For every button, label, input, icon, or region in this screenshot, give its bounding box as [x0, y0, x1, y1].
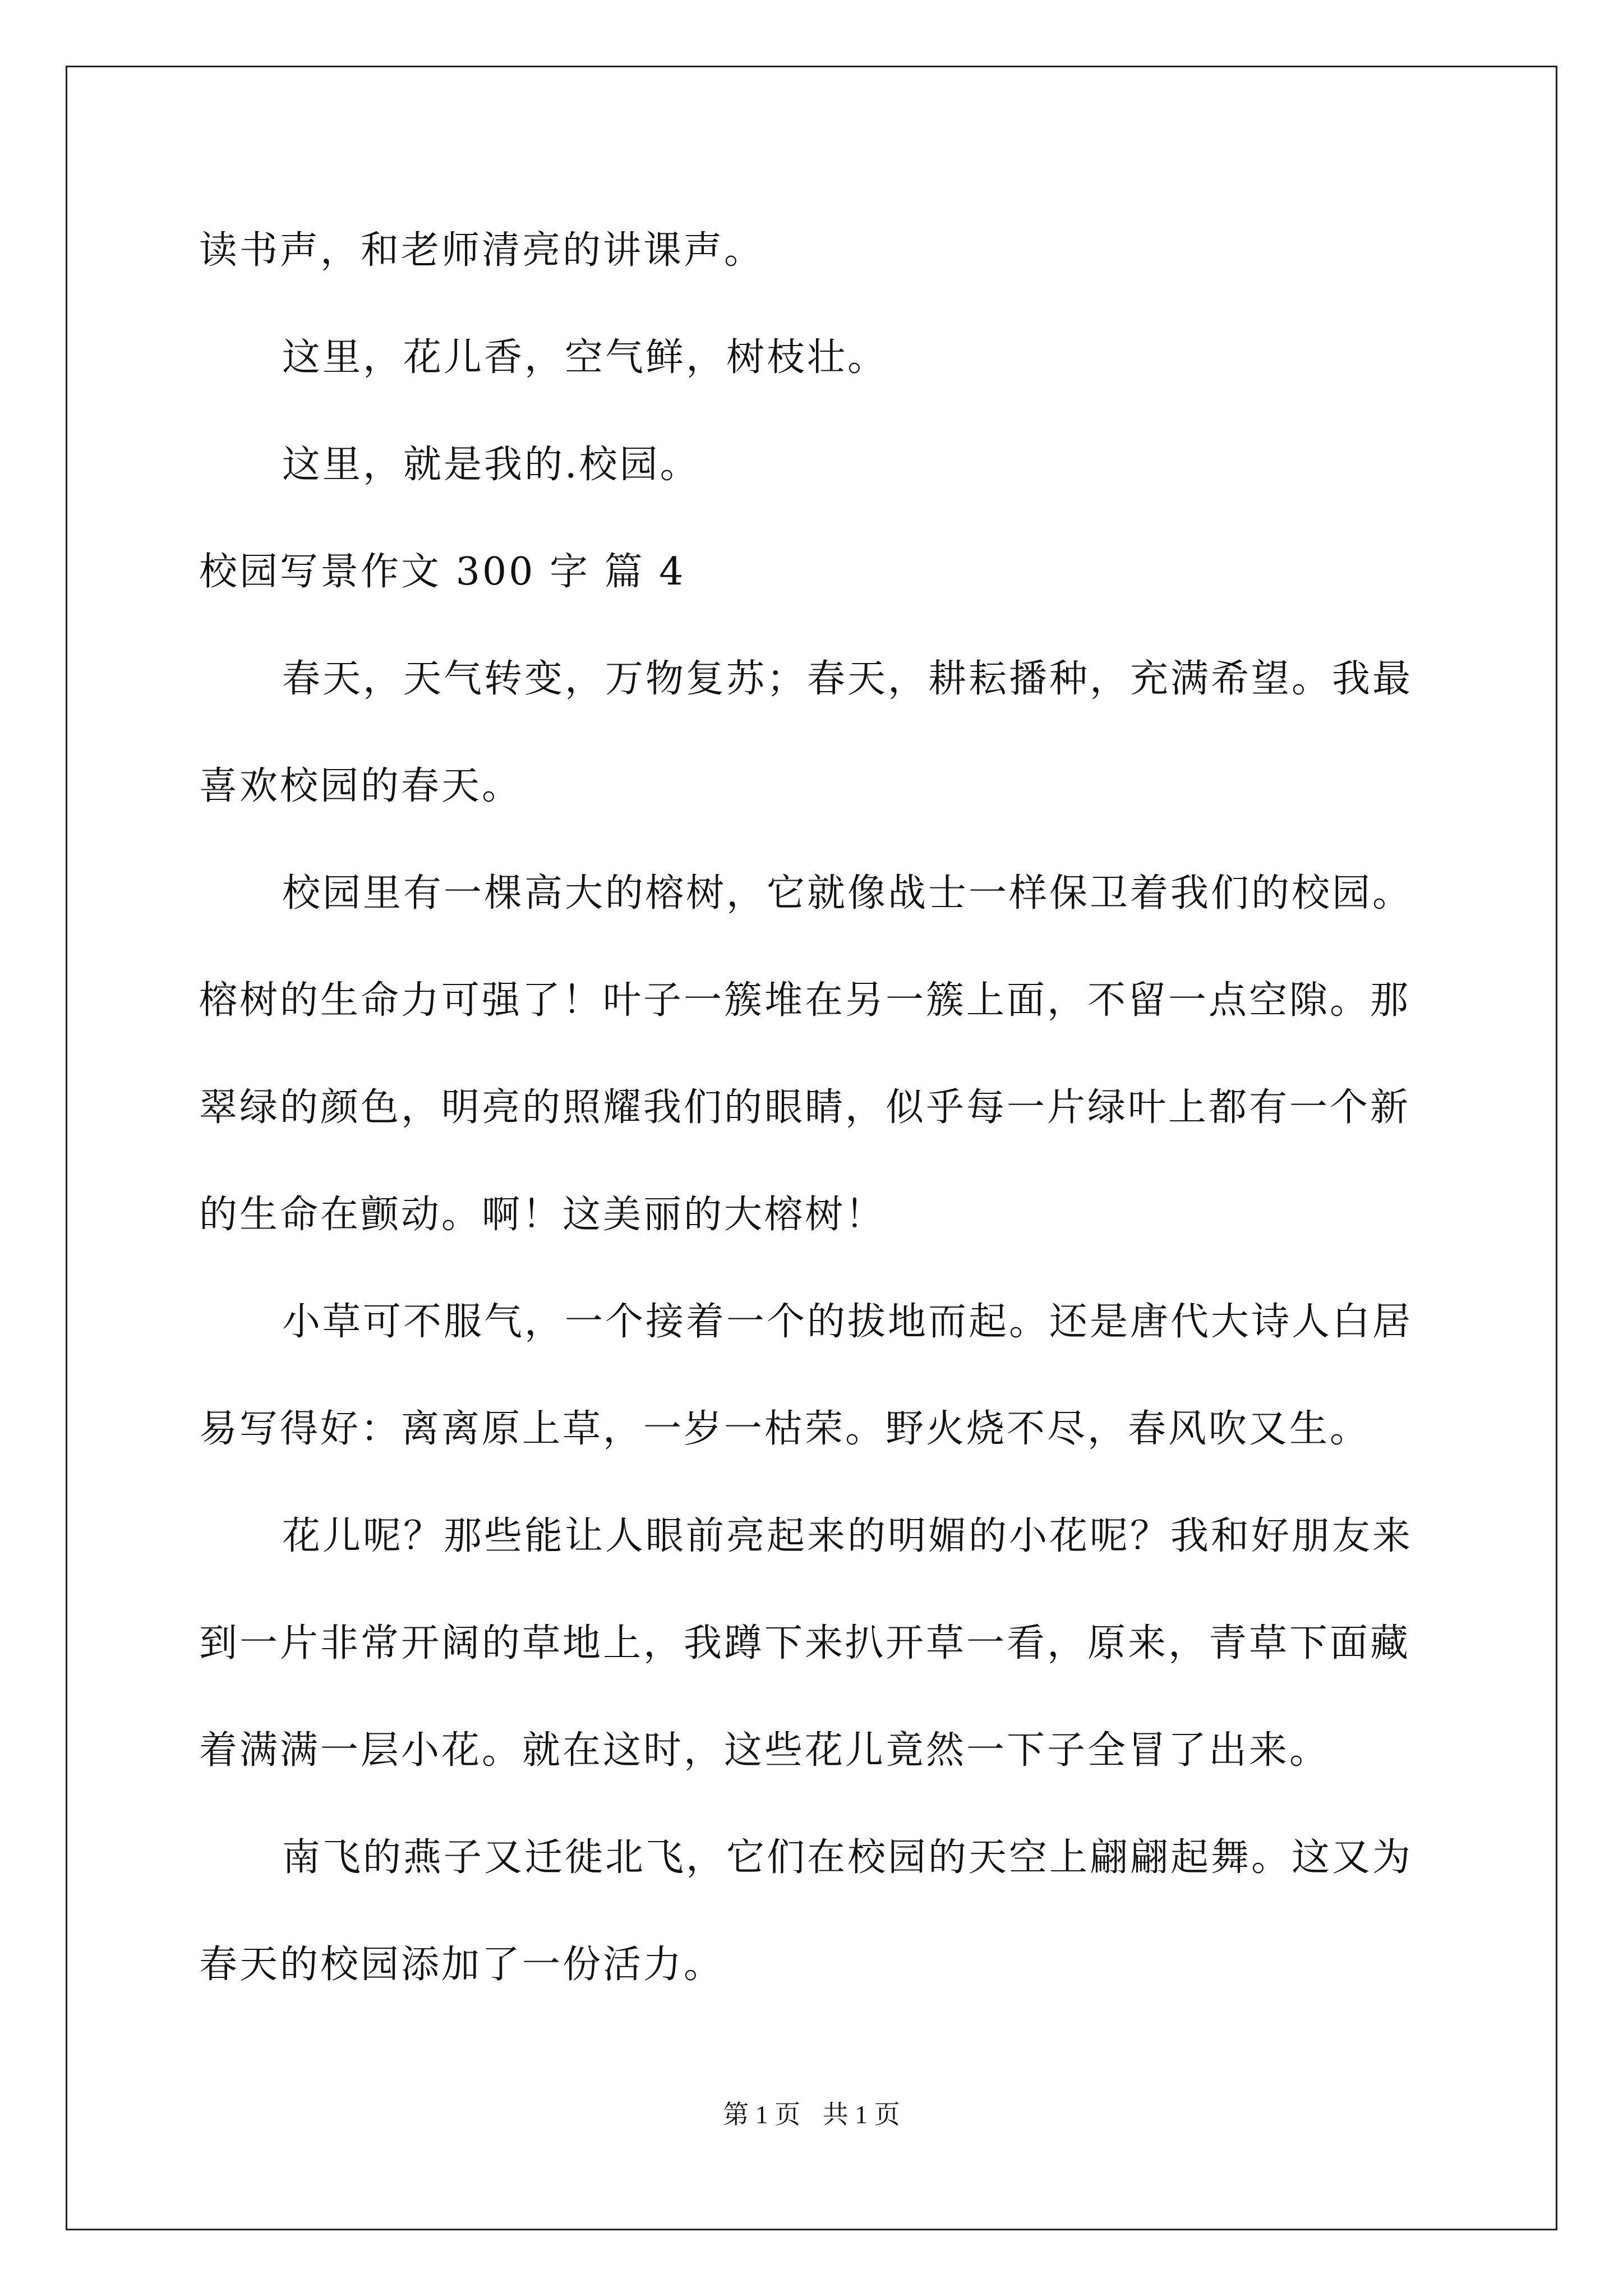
paragraph-line: 喜欢校园的春天。	[199, 764, 523, 808]
paragraph-line: 小草可不服气，一个接着一个的拔地而起。还是唐代大诗人白居	[282, 1300, 1413, 1344]
paragraph-line: 南飞的燕子又迁徙北飞，它们在校园的天空上翩翩起舞。这又为	[282, 1835, 1413, 1880]
paragraph-line: 花儿呢？那些能让人眼前亮起来的明媚的小花呢？我和好朋友来	[282, 1514, 1413, 1558]
page-border	[66, 66, 1557, 2230]
page-total: 共 1 页	[822, 2100, 900, 2129]
paragraph-line: 这里，花儿香，空气鲜，树枝壮。	[282, 335, 888, 380]
paragraph-line: 翠绿的颜色，明亮的照耀我们的眼睛，似乎每一片绿叶上都有一个新	[199, 1085, 1411, 1130]
paragraph-line: 春天的校园添加了一份活力。	[199, 1943, 725, 1987]
paragraph-line: 着满满一层小花。就在这时，这些花儿竟然一下子全冒了出来。	[199, 1728, 1330, 1773]
paragraph-line: 校园里有一棵高大的榕树，它就像战士一样保卫着我们的校园。	[282, 871, 1413, 915]
paragraph-line: 这里，就是我的.校园。	[282, 443, 700, 487]
page-footer	[0, 2098, 1623, 2132]
paragraph-line: 的生命在颤动。啊！这美丽的大榕树！	[199, 1193, 886, 1237]
paragraph-line: 春天，天气转变，万物复苏；春天，耕耘播种，充满希望。我最	[282, 657, 1413, 701]
paragraph-line: 榕树的生命力可强了！叶子一簇堆在另一簇上面，不留一点空隙。那	[199, 978, 1411, 1023]
paragraph-line: 易写得好：离离原上草，一岁一枯荣。野火烧不尽，春风吹又生。	[199, 1407, 1371, 1451]
section-heading: 校园写景作文 300 字 篇 4	[199, 550, 686, 594]
page-number: 第 1 页	[723, 2100, 801, 2129]
paragraph-line: 到一片非常开阔的草地上，我蹲下来扒开草一看，原来，青草下面藏	[199, 1621, 1411, 1665]
paragraph-line: 读书声，和老师清亮的讲课声。	[199, 228, 765, 273]
